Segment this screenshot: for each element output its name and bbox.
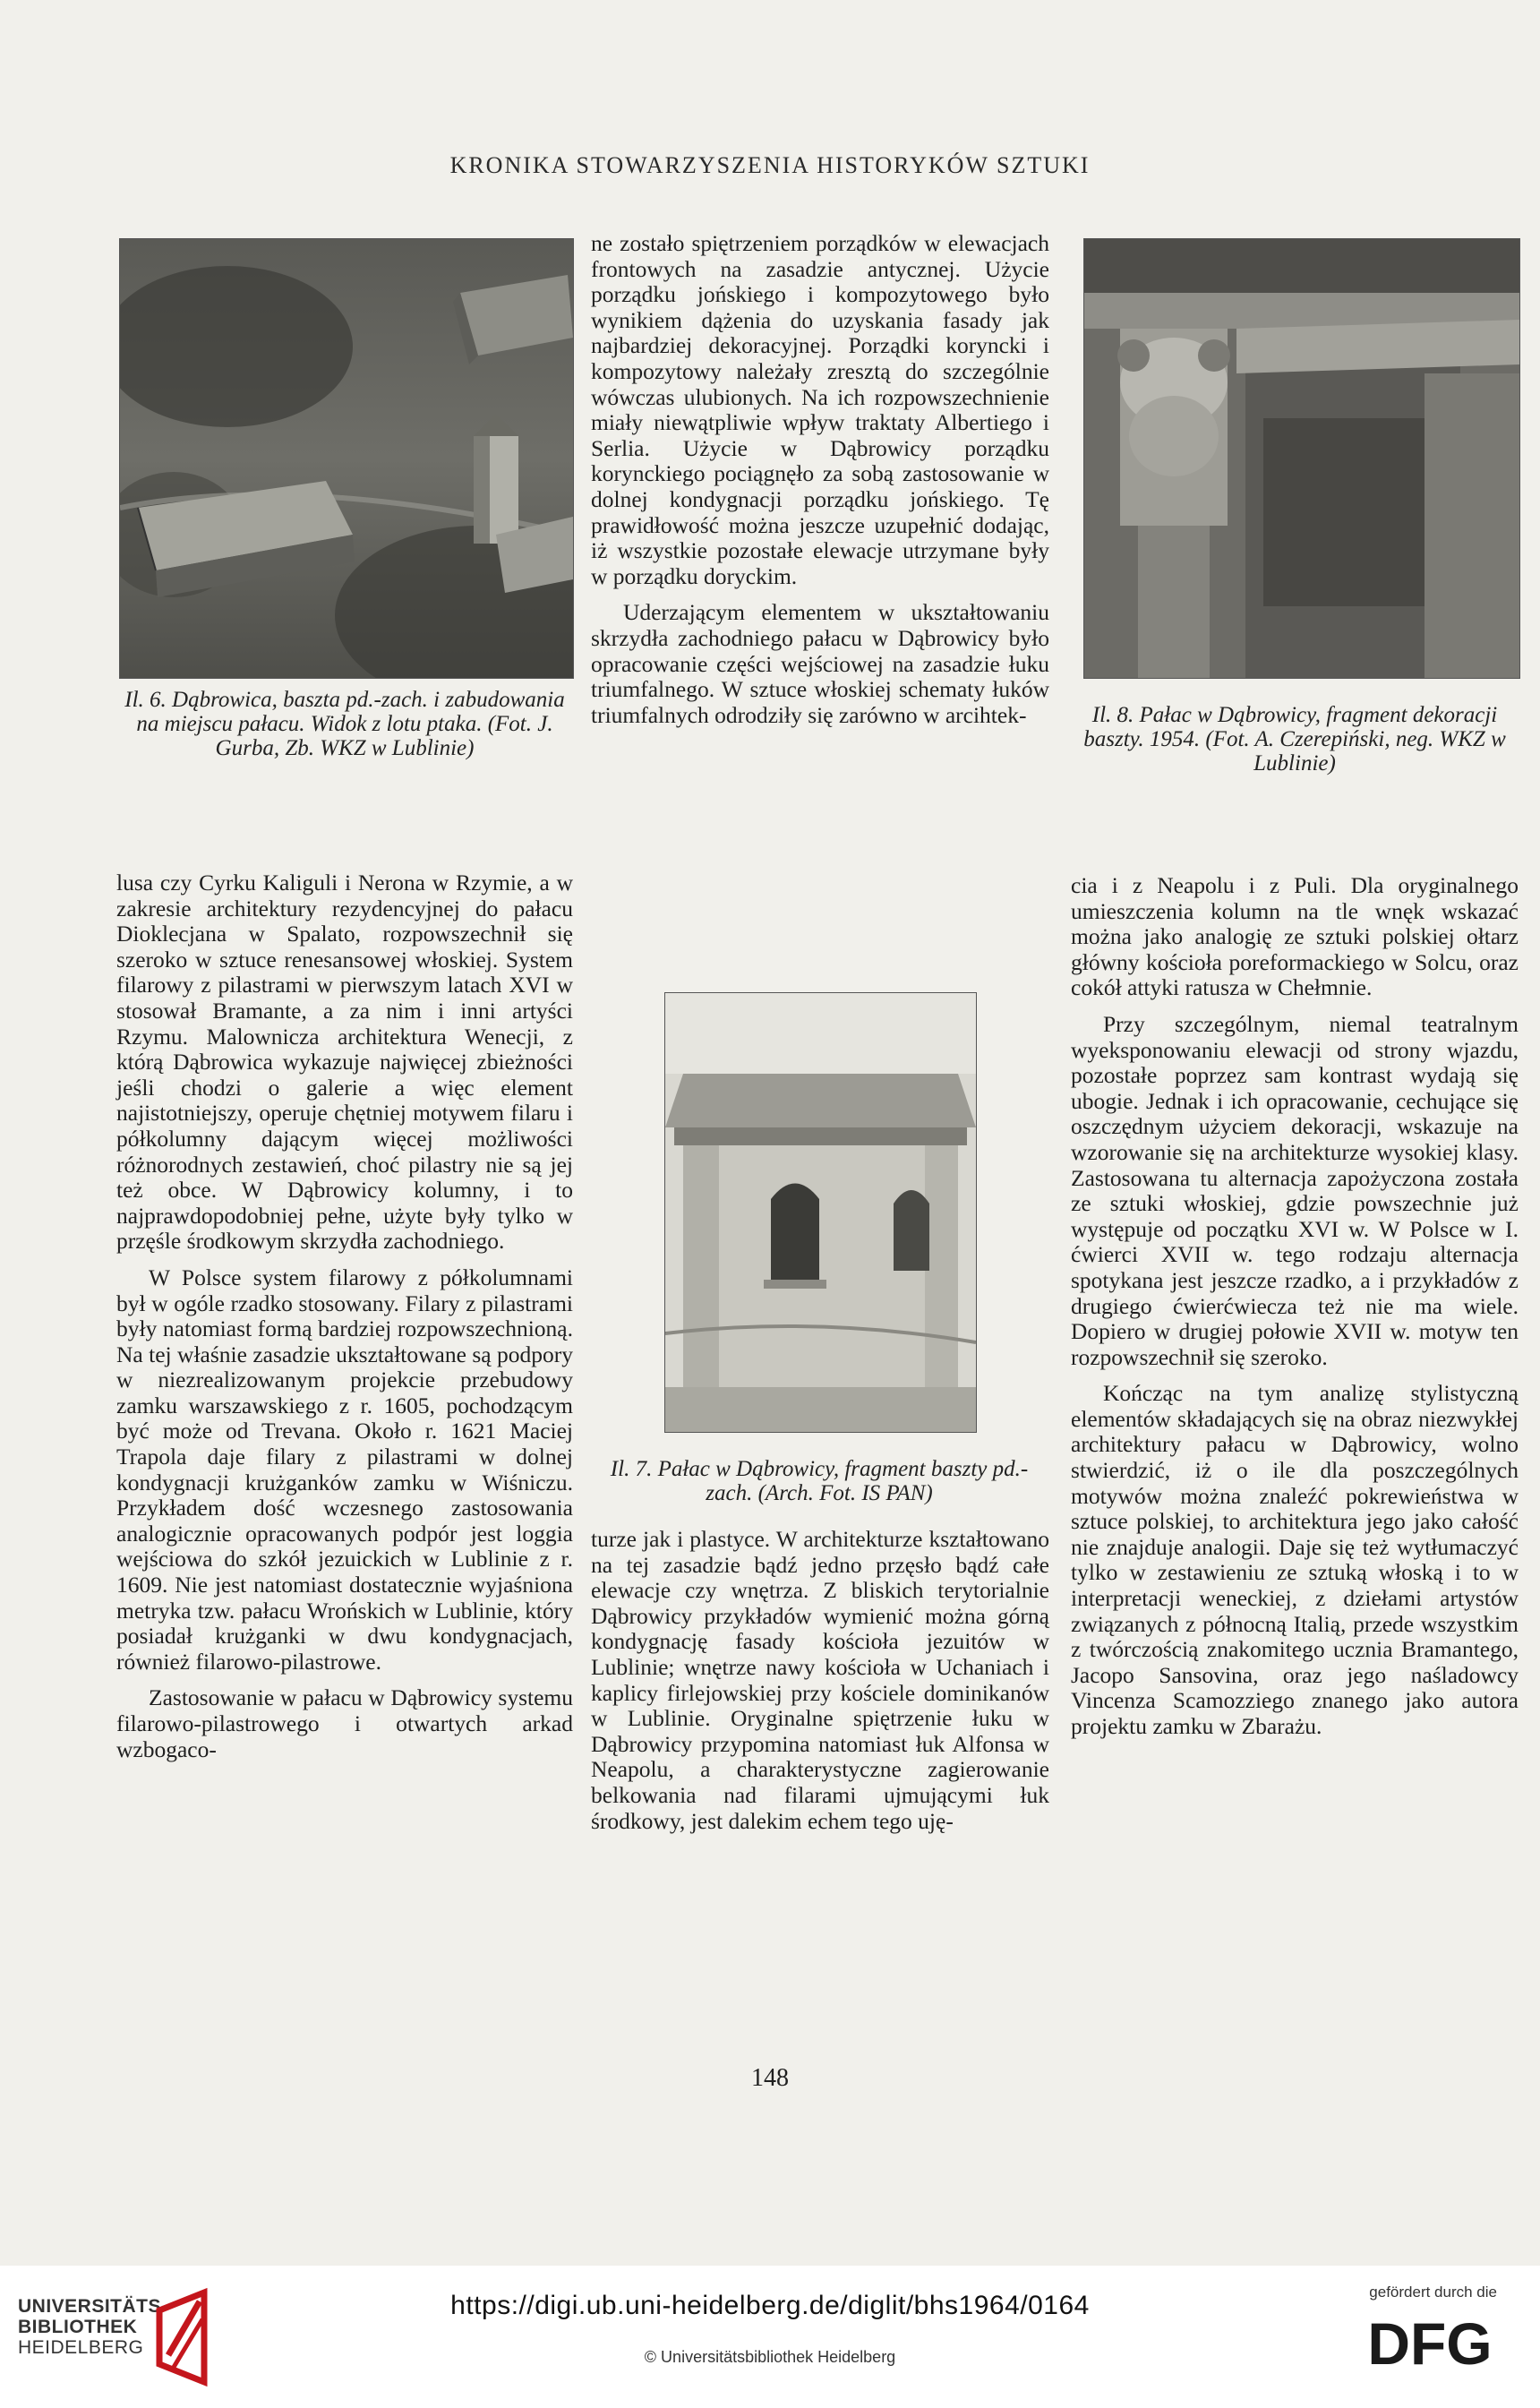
figure-7-tower-photo	[664, 992, 977, 1433]
text-column-2-top	[591, 231, 1049, 728]
paragraph: Przy szczególnym, niemal teatralnym wyeksponowaniu elewacji od strony wjazdu, pozostałe poprzez sam kontrast wydają się ubogie. Jednak i ich opracowanie, cechujące się oszczędnym użyciem dekoracji, wskazuje na wzorowanie się na architekturze wysokiej klasy. Zastosowana tu alternacja zapożyczona została ze sztuki włoskiej, gdzie powszechnie już występuje od początku XVI w. W Polsce w I. ćwierci XVII w. tego rodzaju alternacja spotykana jest jeszcze rzadko, a i przykładów z drugiego ćwierćwiecza też nie ma wiele. Dopiero w drugiej połowie XVII w. motyw ten rozpowszechnił się szeroko.	[1071, 1010, 1519, 1370]
figure-6-caption: Il. 6. Dąbrowica, baszta pd.-zach. i zabudowania na miejscu pałacu. Widok z lotu ptaka. (Fot. J. Gurba, Zb. WKZ w Lublinie)	[124, 688, 565, 760]
copyright-notice: © Universitätsbibliothek Heidelberg	[644, 2348, 896, 2366]
paragraph: turze jak i plastyce. W architekturze kształtowano na tej zasadzie bądź jedno przęsło bądź całe elewacje czy wnętrza. Z bliskich terytorialnie Dąbrowicy przykładów wymienić można górną kondygnację fasady kościoła jezuitów w Lublinie; wnętrze nawy kościoła w Uchaniach i kaplicy firlejowskiej przy kościele dominikanów w Lublinie. Oryginalne spiętrzenie łuku w Dąbrowicy przypomina natomiast łuk Alfonsa w Neapolu, a charakterystyczne zagierowanie belkowania nad filarami ujmującymi łuk środkowy, jest dalekim echem tego uję-	[591, 1526, 1049, 1834]
text-column-2-bottom	[591, 1527, 1049, 1834]
paragraph: ne zostało spiętrzeniem porządków w elewacjach frontowych na zasadzie antycznej. Użycie porządku jońskiego i kompozytowego było wynikiem dążenia do uzyskania fasady jak najbardziej dekoracyjnej. Porządki koryncki i kompozytowy należały zresztą do szczególnie wówczas ulubionych. Na ich rozpowszechnienie miały niewątpliwie wpływ traktaty Albertiego i Serlia. Użycie w Dąbrowicy porządku korynckiego pociągnęło za sobą zastosowanie w dolnej kondygnacji porządku jońskiego. Tę prawidłowość można jeszcze uzupełnić dodając, iż wszystkie pozostałe elewacje utrzymane były w porządku doryckim.	[591, 230, 1049, 589]
footer-bar	[0, 2266, 1540, 2408]
running-head: KRONIKA STOWARZYSZENIA HISTORYKÓW SZTUKI	[449, 152, 1091, 178]
page-number: 148	[751, 2064, 789, 2092]
figure-8-caption: Il. 8. Pałac w Dąbrowicy, fragment dekoracji baszty. 1954. (Fot. A. Czerepiński, neg. WKZ w Lublinie)	[1083, 703, 1506, 776]
figure-8-capital-photo	[1083, 238, 1520, 679]
text-column-3	[1071, 873, 1519, 1740]
paragraph: W Polsce system filarowy z półkolumnami był w ogóle rzadko stosowany. Filary z pilastrami były natomiast formą bardziej rozpowszechnioną. Na tej właśnie zasadzie ukształtowane są podpory w niezrealizowanym projekcie przebudowy zamku warszawskiego z r. 1605, pochodzącym być może od Trevana. Około r. 1621 Maciej Trapola daje filary z pilastrami w dolnej kondygnacji krużganków zamku w Wiśniczu. Przykładem dość wczesnego zastosowania analogicznie opracowanych podpór jest loggia wejściowa do szkół jezuickich w Lublinie z r. 1609. Nie jest natomiast dostatecznie wyjaśniona metryka tzw. pałacu Wrońskich w Lublinie, który posiadał krużganki w dwu kondygnacjach, również filarowo-pilastrowe.	[116, 1264, 573, 1675]
library-name-line: BIBLIOTHEK	[18, 2317, 138, 2337]
dfg-logo-text: DFG	[1367, 2310, 1493, 2373]
figure-7-caption: Il. 7. Pałac w Dąbrowicy, fragment baszty pd.-zach. (Arch. Fot. IS PAN)	[610, 1457, 1029, 1505]
paragraph: Kończąc na tym analizę stylistyczną elementów składających się na obraz niezwykłej architektury pałacu w Dąbrowicy, wolno stwierdzić, iż o ile dla poszczególnych motywów można znaleźć pokrewieństwa w sztuce polskiej, to architektura jego jako całość nie znajduje analogii. Daje się też wytłumaczyć tylko w zestawieniu ze sztuką włoską i to w interpretacji weneckiej, z dziełami artystów związanych z północną Italią, przede wszystkim z twórczością znakomitego ucznia Bramantego, Jacopo Sansovina, oraz jego naśladowcy Vincenza Scamozziego znanego jako autora projektu zamku w Zbarażu.	[1071, 1380, 1519, 1739]
dfg-logo-icon[interactable]	[1354, 2309, 1506, 2373]
paragraph: Zastosowanie w pałacu w Dąbrowicy systemu filarowo-pilastrowego i otwartych arkad wzbogaco-	[116, 1684, 573, 1762]
paragraph: Uderzającym elementem w ukształtowaniu skrzydła zachodniego pałacu w Dąbrowicy było opracowanie części wejściowej na zasadzie łuku triumfalnego. W sztuce włoskiej schematy łuków triumfalnych odrodziły się zarówno w arcihtek-	[591, 599, 1049, 728]
tower-photo-icon	[665, 993, 976, 1432]
document-url-link[interactable]: https://digi.ub.uni-heidelberg.de/diglit/bhs1964/0164	[450, 2291, 1090, 2320]
capital-photo-icon	[1084, 239, 1519, 678]
paragraph: cia i z Neapolu i z Puli. Dla oryginalnego umieszczenia kolumn na tle wnęk wskazać można jako analogię ze sztuki polskiej ołtarz główny kościoła poreformackiego w Solcu, oraz cokół attyki ratusza w Chełmnie.	[1071, 872, 1519, 1001]
library-name-line: HEIDELBERG	[18, 2337, 144, 2358]
text-column-1	[116, 870, 573, 1762]
library-name-line: UNIVERSITÄTS-	[18, 2296, 168, 2317]
paragraph: lusa czy Cyrku Kaliguli i Nerona w Rzymie, a w zakresie architektury rezydencyjnej do pałacu Dioklecjana w Spalato, rozpowszechnił się szeroko w sztuce renesansowej włoskiej. System filarowy z pilastrami w pierwszym latach XVI w stosował Bramante, a za nim i inni artyści Rzymu. Malownicza architektura Wenecji, z którą Dąbrowica wykazuje najwięcej zbieżności jeśli chodzi o galerie a więc element najistotniejszy, operuje chętniej motywem filaru i półkolumny dającym więcej możliwości różnorodnych zestawień, choć pilastry nie są jej też obce. W Dąbrowicy kolumny, i to najprawdopodobniej pełne, użyte były tylko w przęśle środkowym skrzydła zachodniego.	[116, 870, 573, 1255]
funding-note: gefördert durch die	[1369, 2284, 1497, 2301]
aerial-photo-icon	[120, 239, 573, 678]
figure-6-aerial-photo	[119, 238, 574, 679]
